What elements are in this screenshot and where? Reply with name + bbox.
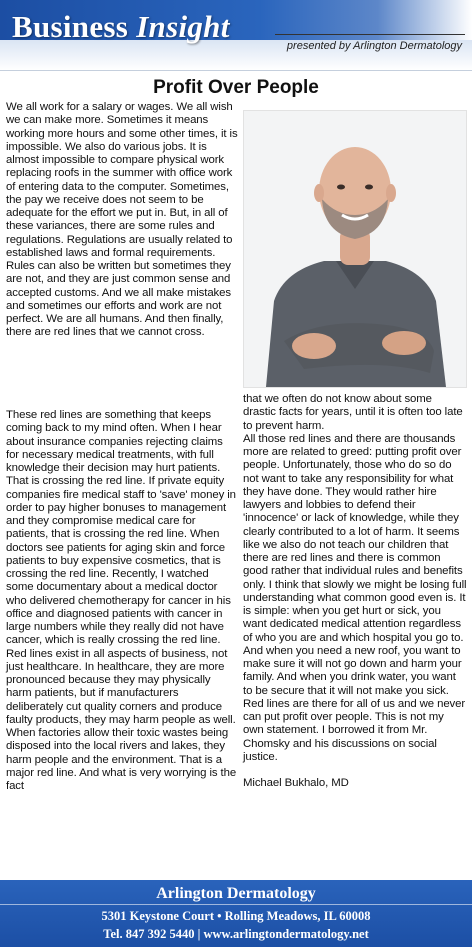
doctor-portrait-icon	[244, 111, 466, 387]
presented-by: presented by Arlington Dermatology	[286, 40, 462, 52]
article-title: Profit Over People	[153, 77, 319, 98]
footer-address: 5301 Keystone Court • Rolling Meadows, IL 60008	[101, 909, 371, 923]
article-paragraph-6: Red lines are there for all of us and we never can put profit over people. This is not my own statement. I borrowed it from Mr. Chomsky and his discussions on social justice.	[243, 697, 466, 763]
article-paragraph-4: that we often do not know about some drastic facts for years, until it is often too late to prevent harm.	[243, 393, 463, 432]
article-column-right	[243, 393, 467, 790]
article-column-left-top	[6, 101, 238, 340]
header	[0, 0, 472, 71]
article-paragraph-1: We all work for a salary or wages. We all wish we can make more. Sometimes it means working more hours and some other times, it is impossible. We also do various jobs. It is almost impossible to compare physical work replacing roofs in the summer with office work of entering data to the computer. Sometimes, the pay we receive does not seem to be adequate for the effort we put in. But, in all of these variances, there are some rules and regulations. Regulations are usually related to established laws and formal requirements. Rules can also be written but sometimes they are not, and they are just common sense and accepted customs. And we all make mistakes and sometimes our efforts and work are not perfect. We are all humans. And then finally, there are red lines that we cannot cross.	[6, 101, 238, 339]
brand-word-insight: Insight	[136, 9, 230, 44]
article-paragraph-3: Red lines exist in all aspects of business, not just healthcare. In healthcare, they are more pronounced because they may physically harm patients, but if manufacturers deliberately cut quality corners and produce faulty products, they may harm people as well. When factories allow their toxic wastes being disposed into the local rivers and lakes, they harm people and the environment. That is a major red line. And what is very worrying is the fact	[6, 647, 237, 792]
header-rule	[275, 34, 465, 35]
brand-title	[12, 10, 230, 44]
article-paragraph-2: These red lines are something that keeps coming back to my mind often. When I hear about insurance companies rejecting claims for necessary medical treatments, with full knowledge their decision may hurt patients. That is crossing the red line. If private equity companies fire medical staff to 'save' money in order to pay higher bonuses to management and they compromise medical care for patients, that is crossing the red line. When doctors see patients for aging skin and force patients to buy expensive cosmetics, that is crossing the red line. Recently, I watched some documentary about a medical doctor who delivered chemotherapy for cancer in his office and diagnosed patients with cancer in large numbers while they really did not have cancer, which is really crossing the red line.	[6, 409, 236, 647]
footer	[0, 880, 472, 947]
brand-word-business: Business	[12, 9, 129, 44]
author-photo	[243, 110, 467, 388]
footer-divider	[0, 904, 472, 905]
footer-contact: Tel. 847 392 5440 | www.arlingtondermatology.net	[103, 927, 369, 941]
footer-practice-name: Arlington Dermatology	[156, 885, 316, 902]
article-column-left-bottom	[6, 409, 238, 793]
author-signature: Michael Bukhalo, MD	[243, 777, 349, 789]
article-paragraph-5: All those red lines and there are thousands more are related to greed: putting profit over people. Unfortunately, those who do so do not want to take any responsibility for what they have done. They would rather hire lawyers and lobbies to defend their 'innocence' or lack of knowledge, while they clearly contributed to a lot of harm. It seems like we also do not teach our children that there are red lines and there is common good rather that individual rules and benefits only. I think that slowly we might be losing full understanding what common good even is. It is simple: when you get hurt or sick, you want dedicated medical attention regardless of who you are and which hospital you go to. And when you need a new roof, you want to make sure it will not go down and harm your family. And when you drink water, you want to be secure that it will not make you sick.	[243, 432, 467, 697]
